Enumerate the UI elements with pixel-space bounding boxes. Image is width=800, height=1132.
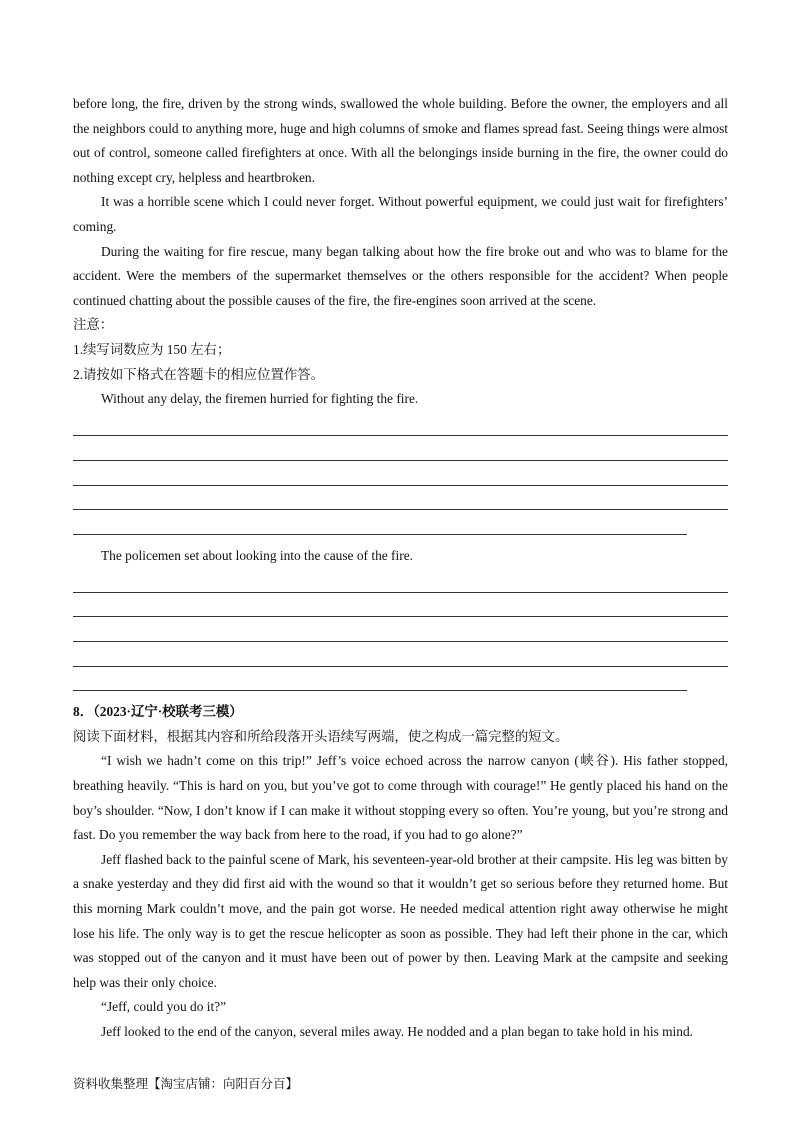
- note-title: 注意：: [73, 317, 114, 333]
- writing-line: [73, 461, 728, 486]
- note-item: 1.续写词数应为 150 左右；: [73, 341, 231, 357]
- writing-line: [73, 510, 687, 535]
- writing-line: [73, 412, 728, 437]
- story-paragraph: “I wish we hadn’t come on this trip!” Jeff’s voice echoed across the narrow canyon (峡谷). His father stopped, breathing heavily. “This is hard on you, but you’ve got to come through with courage!” He gently placed his hand on the boy’s shoulder. “Now, I don’t know if I can make it without stopping every so often. You’re young, but you’re strong and fast. Do you remember the way back from here to the road, if you had to go alone?”: [73, 753, 728, 843]
- writing-line: [73, 667, 687, 692]
- writing-line: [73, 486, 728, 511]
- story-paragraph: It was a horrible scene which I could never forget. Without powerful equipment, we could just wait for firefighters’ coming.: [73, 194, 728, 234]
- document-page: [73, 92, 728, 1045]
- continuation-prompt: Without any delay, the firemen hurried for fighting the fire.: [101, 391, 419, 407]
- writing-line: [73, 436, 728, 461]
- story-paragraph: before long, the fire, driven by the strong winds, swallowed the whole building. Before the owner, the employers and all the neighbors could to anything more, huge and high columns of smoke and flames spread fast. Seeing things were almost out of control, someone called firefighters at once. With all the belongings inside burning in the fire, the owner could do nothing except cry, helpless and heartbroken.: [73, 96, 728, 185]
- writing-line: [73, 568, 728, 593]
- story-paragraph: “Jeff, could you do it?”: [101, 999, 227, 1015]
- story-paragraph: Jeff looked to the end of the canyon, several miles away. He nodded and a plan began to take hold in his mind.: [101, 1023, 693, 1039]
- story-paragraph: Jeff flashed back to the painful scene of Mark, his seventeen-year-old brother at their campsite. His leg was bitten by a snake yesterday and they did first aid with the wound so that it wouldn’t get so serious before they returned home. But this morning Mark couldn’t move, and the pain got worse. He needed medical attention right away otherwise he might lose his life. The only way is to get the rescue helicopter as soon as possible. They had left their phone in the car, which was stopped out of the canyon and it must have been out of power by then. Leaving Mark at the campsite and seeking help was their only choice.: [73, 851, 728, 990]
- writing-line: [73, 593, 728, 618]
- writing-line: [73, 642, 728, 667]
- question-title: 8．（2023·辽宁·校联考三模）: [73, 704, 243, 720]
- question-instruction: 阅读下面材料，根据其内容和所给段落开头语续写两端，使之构成一篇完整的短文。: [73, 728, 569, 744]
- footer-text: 资料收集整理【淘宝店铺：向阳百分百】: [73, 1076, 299, 1091]
- note-item: 2.请按如下格式在答题卡的相应位置作答。: [73, 366, 325, 382]
- continuation-prompt: The policemen set about looking into the cause of the fire.: [101, 547, 413, 563]
- writing-line: [73, 617, 728, 642]
- story-paragraph: During the waiting for fire rescue, many began talking about how the fire broke out and who was to blame for the accident. Were the members of the supermarket themselves or the others responsible for the accident? When people continued chatting about the possible causes of the fire, the fire-engines soon arrived at the scene.: [73, 243, 728, 308]
